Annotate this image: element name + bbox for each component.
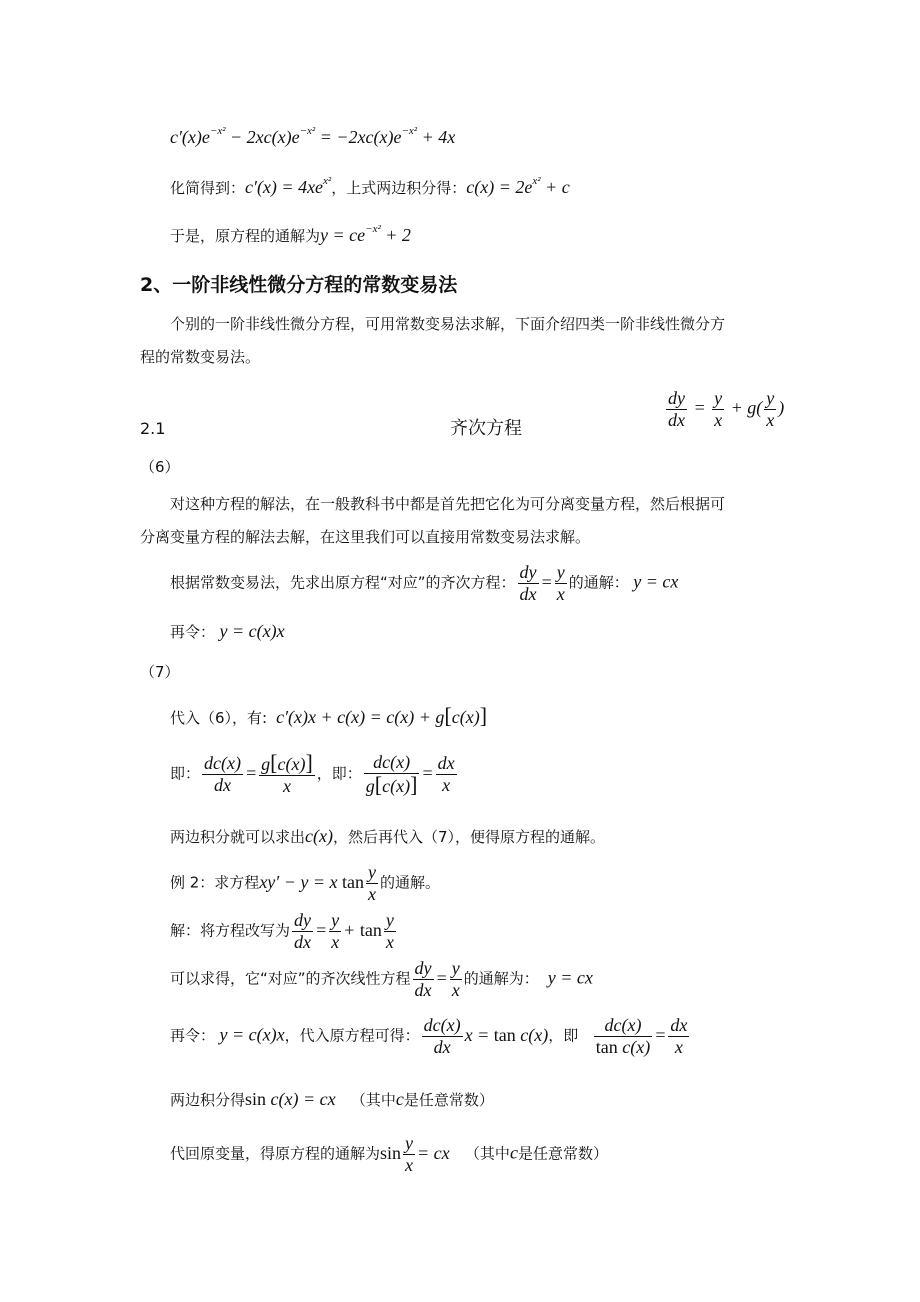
equation-line-1: $c'(x)e^{-x^2} - 2xc(x)e^{-x^2} = -2xc(x)e^{-x^2} + 4x$ [170, 125, 456, 147]
homog-linear-equation: $\frac{dy}{dx}$ = $\frac{y}{x}$ [414, 958, 460, 1000]
general-solution-equation: $y = ce^{-x^2} + 2$ [320, 223, 411, 245]
variation-label: 根据常数变易法，先求出原方程“对应”的齐次方程： [170, 573, 516, 592]
equation-number-7: （7） [140, 663, 180, 681]
method-paragraph-line-2: 分离变量方程的解法去解，在这里我们可以直接用常数变易法求解。 [140, 528, 591, 546]
integrate-result-equation: sin c(x) = cx [245, 1089, 336, 1109]
example-2-line [170, 862, 440, 905]
c-symbol: c [395, 1089, 404, 1109]
general-solution-of-label: 的通解： [568, 573, 629, 592]
separated-equation: $\frac{dc(x)}{\text{tan c(x)}}$ = $\frac{dx}{x}$ [595, 1015, 688, 1057]
separable-equation-1: $\frac{dc(x)}{dx}$ = $\frac{g[c(x)]}{x}$ [204, 750, 313, 796]
arbitrary-const-end-2: 是任意常数） [517, 1144, 608, 1163]
separable-equation-2: $\frac{dc(x)}{g[c(x)]}$ = $\frac{dx}{x}$ [365, 752, 455, 797]
integrate-both-label-2: ，然后再代入（7），便得原方程的通解。 [332, 828, 606, 846]
homog-linear-label-1: 可以求得，它“对应”的齐次线性方程 [170, 969, 411, 988]
simplify-label: 化简得到： [170, 179, 246, 197]
substituted-equation: $\frac{dc(x)}{dx}$ x = tan c(x) [423, 1015, 549, 1057]
integrate-both-line [170, 827, 605, 845]
separable-line [170, 752, 459, 797]
reduced-solution: y = cx [628, 571, 679, 592]
intro-paragraph-line-1: 个别的一阶非线性微分方程，可用常数变易法求解，下面介绍四类一阶非线性微分方 [170, 315, 726, 333]
intro-paragraph-line-2: 程的常数变易法。 [140, 348, 261, 366]
integrate-label: ，上式两边积分得： [331, 179, 467, 197]
let-label: 再令： [170, 1026, 216, 1045]
let-equation: y = c(x)x [215, 1024, 285, 1045]
cx-symbol: c(x) [305, 826, 333, 846]
back-substitute-line [170, 1133, 608, 1176]
arbitrary-const-end: 是任意常数） [403, 1091, 494, 1109]
ie-label: 即： [170, 764, 201, 783]
integrate-result-line [170, 1090, 494, 1108]
let-substitute-line [170, 1015, 691, 1058]
subsection-number: 2.1 [140, 419, 166, 438]
example-2-suffix: 的通解。 [380, 873, 441, 892]
substitute-line [170, 705, 487, 727]
let-again-label: 再令： [170, 623, 216, 641]
rewritten-equation: $\frac{dy}{dx}$ = $\frac{y}{x}$ + tan $\frac{y}{x}$ [294, 910, 394, 952]
method-paragraph-line-1: 对这种方程的解法，在一般教科书中都是首先把它化为可分离变量方程，然后根据可 [170, 495, 726, 513]
let-substitute-label-2: ，即 [548, 1026, 579, 1045]
c-symbol-2: c [509, 1142, 518, 1163]
homogeneous-equation: $\frac{dy}{dx}$ = $\frac{y}{x}$ + g( $\frac{y}{x}$ ) [668, 388, 785, 430]
arbitrary-const-label-2: （其中 [464, 1144, 510, 1163]
substitute-equation: c′(x)x + c(x) = c(x) + g[c(x)] [267, 703, 488, 728]
integrate-both-label-1: 两边积分就可以求出 [170, 828, 306, 846]
substitute-label: 代入（6），有: [170, 709, 268, 727]
homog-linear-line [170, 958, 593, 1001]
homog-linear-label-2: 的通解为： [463, 969, 539, 988]
solution-rewrite-label: 解：将方程改写为 [170, 921, 291, 940]
integrated-equation: $c(x) = 2e^{x^2} + c$ [466, 175, 570, 197]
arbitrary-const-label: （其中 [350, 1091, 396, 1109]
general-solution-label: 于是，原方程的通解为 [170, 227, 321, 245]
reduced-equation: $\frac{dy}{dx}$ = $\frac{y}{x}$ [519, 562, 565, 604]
substitution-line [170, 622, 285, 640]
general-solution-line [170, 224, 411, 244]
simplify-line [170, 176, 570, 196]
substitution-equation: y = c(x)x [215, 621, 285, 641]
example-2-equation: xy′ − y = x tan $\frac{y}{x}$ [259, 862, 376, 904]
subsection-title: 齐次方程 [450, 418, 522, 439]
final-solution: sin $\frac{y}{x}$ = cx [380, 1133, 450, 1175]
simplified-equation: $c'(x) = 4xe^{x^2}$ [245, 175, 332, 197]
let-substitute-label-1: ，代入原方程可得： [284, 1026, 420, 1045]
section-heading-2: 2、一阶非线性微分方程的常数变易法 [140, 274, 458, 296]
homog-linear-solution: y = cx [538, 967, 593, 988]
back-substitute-label: 代回原变量，得原方程的通解为 [170, 1144, 381, 1163]
integrate-result-label: 两边积分得 [170, 1091, 246, 1109]
variation-line [170, 562, 678, 605]
example-2-label: 例 2：求方程 [170, 873, 260, 892]
ie-comma-label: ，即： [316, 764, 362, 783]
solution-rewrite-line [170, 910, 398, 953]
equation-number-6: （6） [140, 458, 180, 476]
